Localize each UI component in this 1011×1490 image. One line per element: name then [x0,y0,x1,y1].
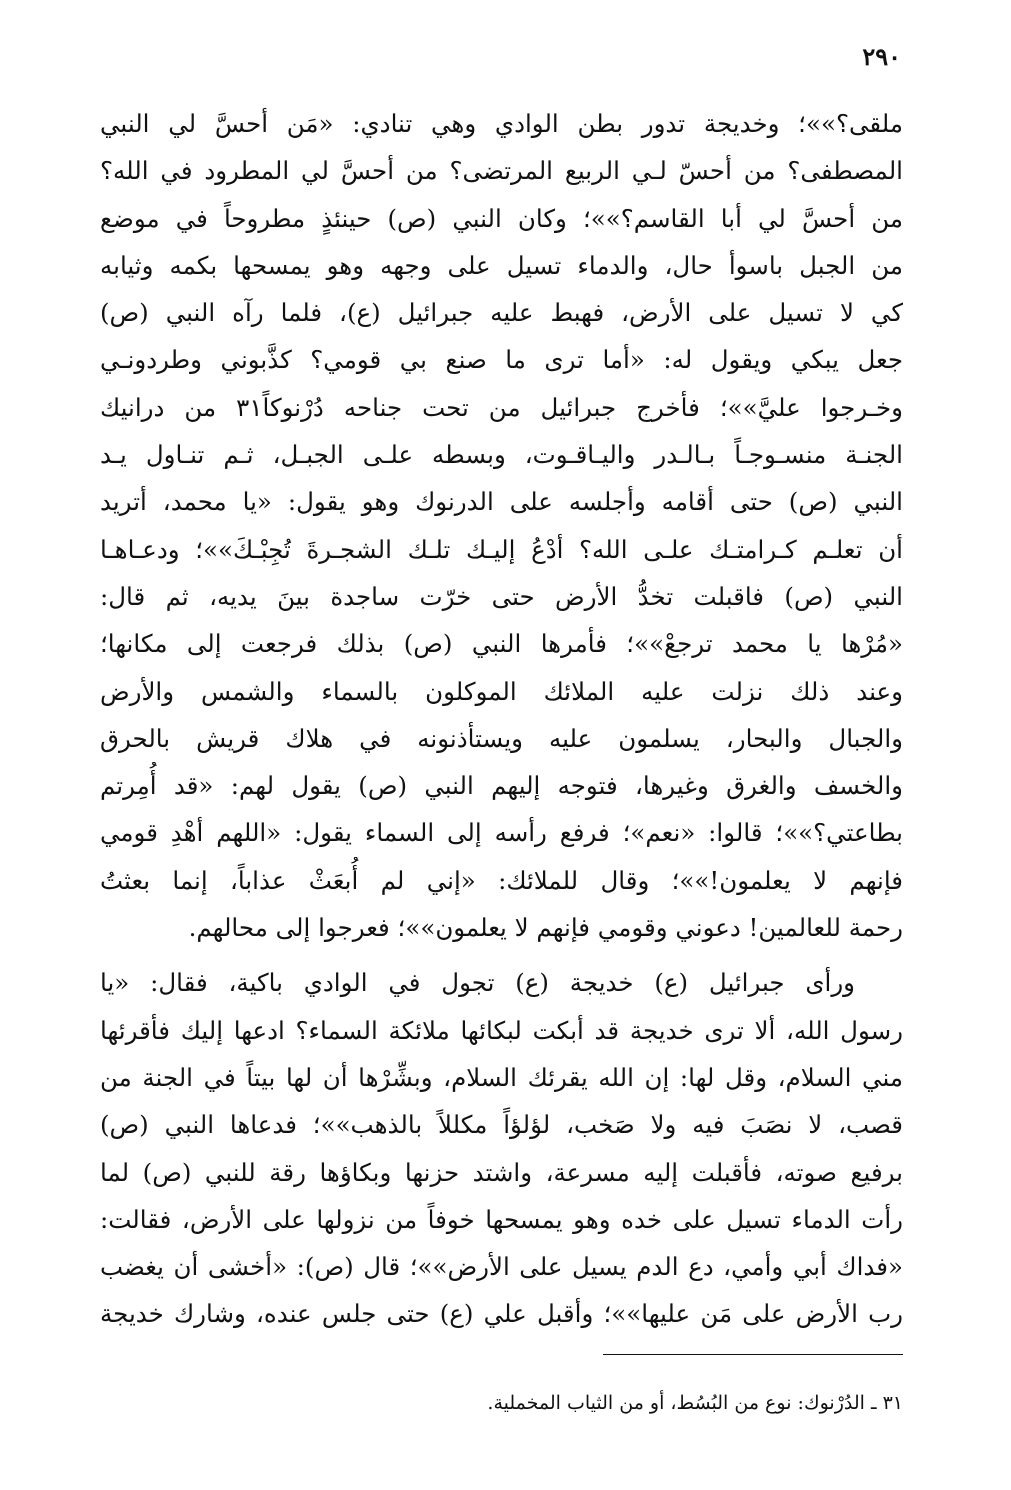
text-line: الجنـة منسـوجـاً بـالـدر واليـاقـوت، وبسطه علـى الجبـل، ثـم تنـاول يـد [100,440,903,470]
text-line: رحمة للعالمين! دعوني وقومي فإنهم لا يعلمون»»؛ فعرجوا إلى محالهم. [188,913,903,943]
text-line: من أحسَّ لي أبا القاسم؟»»؛ وكان النبي (ص) حينئذٍ مطروحاً في موضع [100,203,903,233]
text-line: والخسف والغرق وغيرها، فتوجه إليهم النبي (ص) يقول لهم: «قد أُمِرتم [100,771,903,801]
page-number: ٢٩٠ [862,42,901,71]
text-line: «مُرْها يا محمد ترجعْ»»؛ فأمرها النبي (ص) بذلك فرجعت إلى مكانها؛ [100,629,903,659]
paragraph-gap [100,951,903,959]
text-line: رب الأرض على مَن عليها»»؛ وأقبل علي (ع) حتى جلس عنده، وشارك خديجة [100,1299,903,1329]
text-line: النبي (ص) حتى أقامه وأجلسه على الدرنوك وهو يقول: «يا محمد، أتريد [100,487,903,517]
paragraph-2 [100,959,903,1337]
text-line: النبي (ص) فاقبلت تخدُّ الأرض حتى خرّت ساجدة بينَ يديه، ثم قال: [100,581,903,611]
text-line: وعند ذلك نزلت عليه الملائك الموكلون بالسماء والشمس والأرض [100,676,903,706]
text-line: رسول الله، ألا ترى خديجة قد أبكت لبكائها ملائكة السماء؟ ادعها إليك فأقرئها [100,1015,903,1045]
text-line: من الجبل باسوأ حال، والدماء تسيل على وجهه وهو يمسحها بكمه وثيابه [100,250,903,280]
text-line: بطاعتي؟»»؛ قالوا: «نعم»؛ فرفع رأسه إلى السماء يقول: «اللهم أهْدِ قومي [100,818,903,848]
body-text [100,100,903,1338]
text-line: مني السلام، وقل لها: إن الله يقرئك السلام، وبشِّرْها أن لها بيتاً في الجنة من [100,1062,903,1092]
text-line: قصب، لا نصَبَ فيه ولا صَخب، لؤلؤاً مكللاً بالذهب»»؛ فدعاها النبي (ص) [100,1110,903,1140]
text-line: برفيع صوته، فأقبلت إليه مسرعة، واشتد حزنها وبكاؤها رقة للنبي (ص) لما [100,1157,903,1187]
footnote-divider [603,1354,903,1355]
text-line: فإنهم لا يعلمون!»»؛ وقال للملائك: «إني لم أُبعَثْ عذاباً، إنما بعثتُ [100,865,903,895]
footnote: ٣١ ـ الدُرْنوك: نوع من البُسُط، أو من الثياب المخملية. [487,1392,903,1414]
text-line: والجبال والبحار، يسلمون عليه ويستأذنونه في هلاك قريش بالحرق [100,723,903,753]
text-line: وخـرجوا عليَّ»»؛ فأخرج جبرائيل من تحت جناحه دُرْنوكاً٣١ من درانيك [100,392,903,422]
text-line: ملقى؟»»؛ وخديجة تدور بطن الوادي وهي تنادي: «مَن أحسَّ لي النبي [100,109,903,138]
text-line: جعل يبكي ويقول له: «أما ترى ما صنع بي قومي؟ كذَّبوني وطردونـي [100,345,903,375]
text-line: المصطفى؟ من أحسّ لـي الربيع المرتضى؟ من أحسَّ لي المطرود في الله؟ [100,156,903,186]
text-line: «فداك أبي وأمي، دع الدم يسيل على الأرض»»؛ قال (ص): «أخشى أن يغضب [100,1252,903,1282]
text-line: ورأى جبرائيل (ع) خديجة (ع) تجول في الوادي باكية، فقال: «يا [100,968,855,998]
paragraph-1 [100,100,903,951]
text-line: كي لا تسيل على الأرض، فهبط عليه جبرائيل (ع)، فلما رآه النبي (ص) [100,298,903,328]
text-line: أن تعلـم كـرامتـك علـى الله؟ أدْعُ إليـك تلـك الشجـرةَ تُجِبْـكَ»»؛ ودعـاهـا [100,534,903,564]
text-line: رأت الدماء تسيل على خده وهو يمسحها خوفاً من نزولها على الأرض، فقالت: [100,1204,903,1234]
